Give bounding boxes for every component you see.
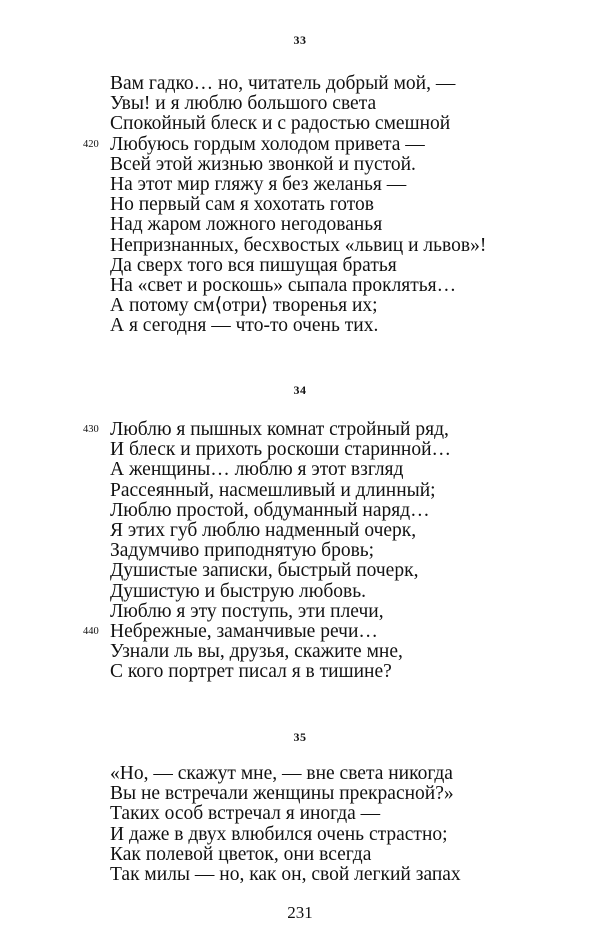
line-text: Так милы — но, как он, свой легкий запах (110, 863, 461, 885)
page-number: 231 (287, 903, 313, 922)
poem-line (110, 642, 590, 662)
poem-line (110, 155, 590, 175)
line-text: Да сверх того вся пишущая братья (110, 254, 397, 276)
line-text: Узнали ль вы, друзья, скажите мне, (110, 641, 403, 663)
section-number: 33 (293, 33, 307, 47)
line-text: Небрежные, заманчивые речи… (110, 620, 378, 642)
stanza (110, 764, 590, 885)
line-text: Душистую и быструю любовь. (110, 580, 366, 602)
poem-line (110, 521, 590, 541)
stanza (83, 419, 590, 683)
poem-line (110, 501, 590, 521)
line-text: Увы! и я люблю большого света (110, 93, 377, 115)
line-text: А я сегодня — что-то очень тих. (110, 315, 379, 337)
poem-line (110, 195, 590, 215)
section-number: 35 (293, 730, 307, 744)
line-text: Над жаром ложного негодованья (110, 214, 383, 236)
poem-line (110, 825, 590, 845)
line-text: Любуюсь гордым холодом привета — (110, 133, 425, 155)
poem-line (110, 440, 590, 460)
line-text: Но первый сам я хохотать готов (110, 194, 374, 216)
line-text: Как полевой цветок, они всегда (110, 843, 372, 865)
line-text: С кого портрет писал я в тишине? (110, 661, 392, 683)
section-number: 34 (293, 383, 307, 397)
line-text: Всей этой жизнью звонкой и пустой. (110, 153, 416, 175)
poem-line (83, 419, 590, 440)
line-text: А женщины… люблю я этот взгляд (110, 459, 404, 481)
line-number: 430 (83, 424, 99, 435)
line-text: А потому см⟨отри⟩ творенья их; (110, 295, 378, 317)
line-text: Я этих губ люблю надменный очерк, (110, 519, 417, 541)
line-text: «Но, — скажут мне, — вне света никогда (110, 763, 453, 784)
line-number: 440 (83, 625, 99, 637)
poem-line (83, 620, 590, 642)
line-text: Таких особ встречал я иногда — (110, 803, 381, 825)
poem-line (110, 460, 590, 480)
line-text: Вы не встречали женщины прекрасной?» (110, 783, 454, 805)
poem-line (110, 236, 590, 256)
line-text: И блеск и прихоть роскоши старинной… (110, 439, 452, 461)
line-text: Душистые записки, быстрый почерк, (110, 560, 419, 582)
poem-line (110, 541, 590, 561)
line-text: На этот мир гляжу я без желанья — (110, 173, 407, 195)
poem-line (110, 845, 590, 865)
poem-line (110, 784, 590, 804)
line-text: Задумчиво приподнятую бровь; (110, 540, 375, 562)
stanza (83, 73, 590, 337)
poem-line (83, 133, 590, 155)
poem-line (110, 114, 590, 134)
poem-line (110, 481, 590, 501)
line-text: Рассеянный, насмешливый и длинный; (110, 479, 436, 501)
line-number: 420 (83, 138, 99, 150)
poem-line (110, 296, 590, 316)
line-text: Люблю я пышных комнат стройный ряд, (110, 419, 449, 440)
poem-line (110, 804, 590, 824)
poem-line (110, 561, 590, 581)
poem-line (110, 602, 590, 622)
poem-line (110, 582, 590, 602)
poem-line (110, 256, 590, 276)
poem-line (110, 94, 590, 114)
poem-line (110, 662, 590, 682)
poem-line (110, 276, 590, 296)
poem-line (110, 316, 590, 336)
poem-line (110, 74, 590, 94)
line-text: Люблю я эту поступь, эти плечи, (110, 600, 384, 622)
line-text: Люблю простой, обдуманный наряд… (110, 499, 430, 521)
poem-line (110, 215, 590, 235)
line-text: Спокойный блеск и с радостью смешной (110, 113, 451, 135)
poem-line (110, 865, 590, 885)
poem-line (110, 175, 590, 195)
line-text: И даже в двух влюбился очень страстно; (110, 823, 448, 845)
line-text: Непризнанных, бесхвостых «львиц и львов»! (110, 234, 487, 256)
poem-line (110, 764, 590, 784)
line-text: Вам гадко… но, читатель добрый мой, — (110, 73, 456, 94)
line-text: На «свет и роскошь» сыпала проклятья… (110, 274, 457, 296)
